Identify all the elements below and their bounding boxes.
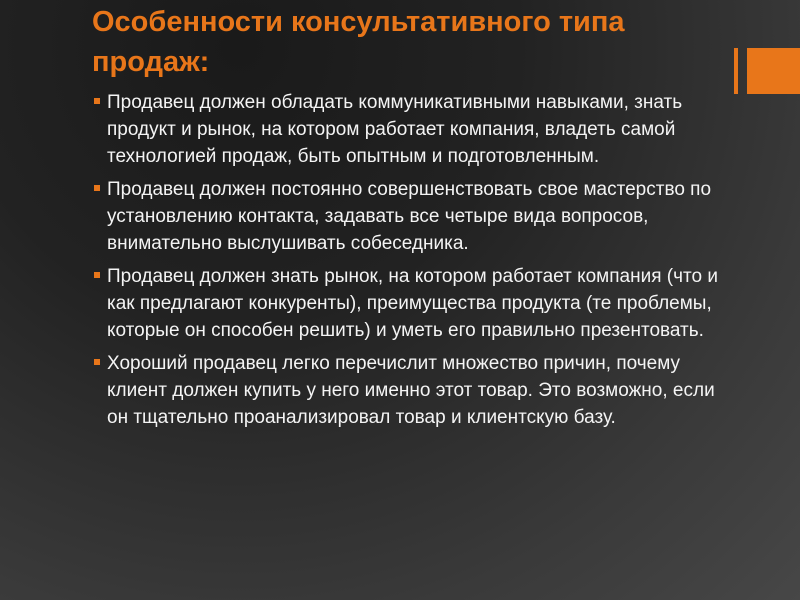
bullet-item (92, 89, 732, 170)
bullet-marker-icon (94, 98, 100, 104)
slide-title: Особенности консультативного типа продаж: (92, 6, 625, 78)
accent-bars-decoration (734, 48, 800, 94)
bullet-text: Хороший продавец легко перечислит множество причин, почему клиент должен купить у него именно этот товар. Это возможно, если он тщательно проанализировал товар и клиентскую базу. (107, 353, 715, 428)
bullet-list (92, 89, 732, 437)
bullet-marker-icon (94, 185, 100, 191)
bullet-text: Продавец должен обладать коммуникативными навыками, знать продукт и рынок, на котором работает компания, владеть самой технологией продаж, быть опытным и подготовленным. (107, 92, 683, 167)
bullet-text: Продавец должен постоянно совершенствовать свое мастерство по установлению контакта, задавать все четыре вида вопросов, внимательно выслушивать собеседника. (107, 179, 712, 254)
bullet-item (92, 350, 732, 431)
bullet-item (92, 176, 732, 257)
accent-bar-gap (738, 48, 747, 94)
accent-wide-bar (747, 48, 800, 94)
bullet-marker-icon (94, 272, 100, 278)
bullet-text: Продавец должен знать рынок, на котором работает компания (что и как предлагают конкуренты), преимущества продукта (те проблемы, которые он способен решить) и уметь его правильно презентовать. (107, 266, 718, 341)
bullet-marker-icon (94, 359, 100, 365)
bullet-item (92, 263, 732, 344)
